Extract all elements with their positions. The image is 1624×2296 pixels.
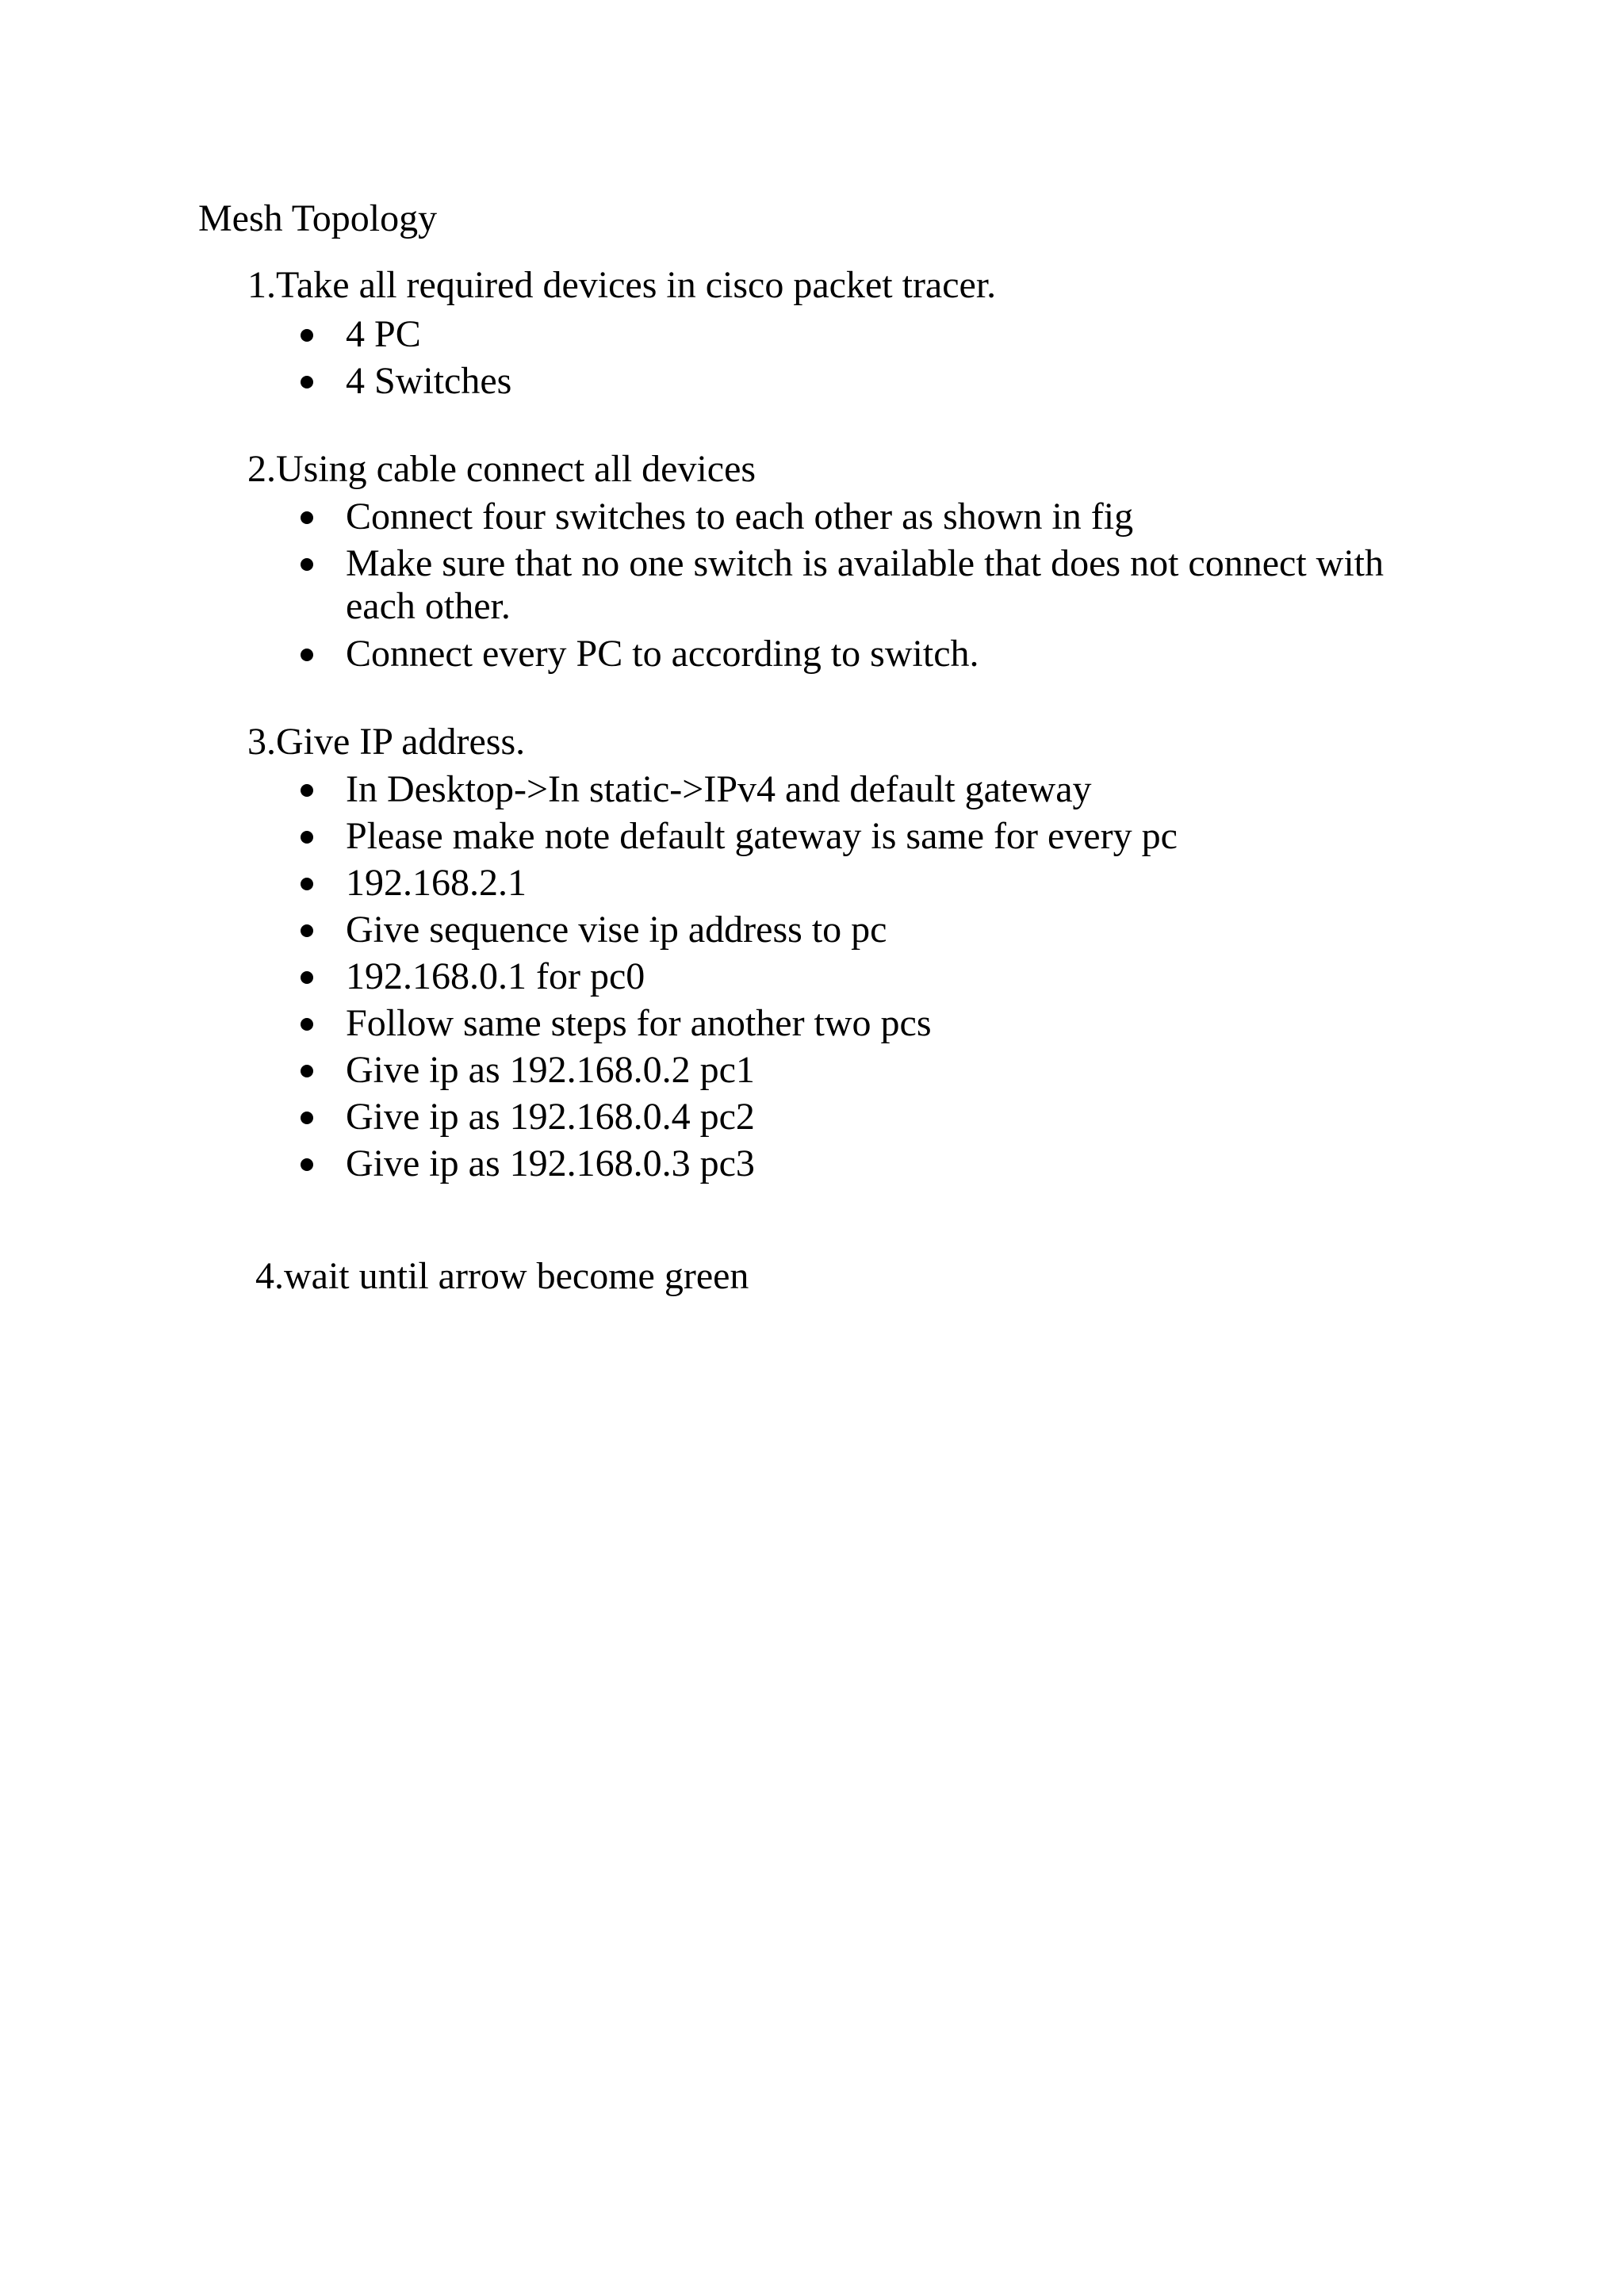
list-item: Connect every PC to according to switch. xyxy=(298,630,1424,677)
step-4-heading: 4.wait until arrow become green xyxy=(255,1255,749,1297)
list-item: 4 PC xyxy=(298,311,511,358)
list-item: Please make note default gateway is same for every pc xyxy=(298,813,1178,859)
list-item: 192.168.2.1 xyxy=(298,859,1178,906)
step-2-heading: 2.Using cable connect all devices xyxy=(247,448,756,490)
step-1-bullet-list xyxy=(298,311,511,404)
page-title: Mesh Topology xyxy=(198,197,438,239)
list-item: Connect four switches to each other as shown in fig xyxy=(298,493,1424,540)
list-item: Give ip as 192.168.0.3 pc3 xyxy=(298,1140,1178,1187)
step-3-bullet-list xyxy=(298,766,1178,1187)
step-2-bullet-list xyxy=(298,493,1424,677)
list-item: In Desktop->In static->IPv4 and default gateway xyxy=(298,766,1178,813)
step-3-heading: 3.Give IP address. xyxy=(247,721,526,763)
list-item: Give ip as 192.168.0.2 pc1 xyxy=(298,1047,1178,1093)
list-item: Follow same steps for another two pcs xyxy=(298,1000,1178,1047)
list-item: 192.168.0.1 for pc0 xyxy=(298,953,1178,1000)
list-item: Make sure that no one switch is available that does not connect with each other. xyxy=(298,540,1424,630)
list-item: 4 Switches xyxy=(298,358,511,404)
step-1-heading: 1.Take all required devices in cisco packet tracer. xyxy=(247,264,997,306)
list-item: Give ip as 192.168.0.4 pc2 xyxy=(298,1093,1178,1140)
list-item: Give sequence vise ip address to pc xyxy=(298,906,1178,953)
